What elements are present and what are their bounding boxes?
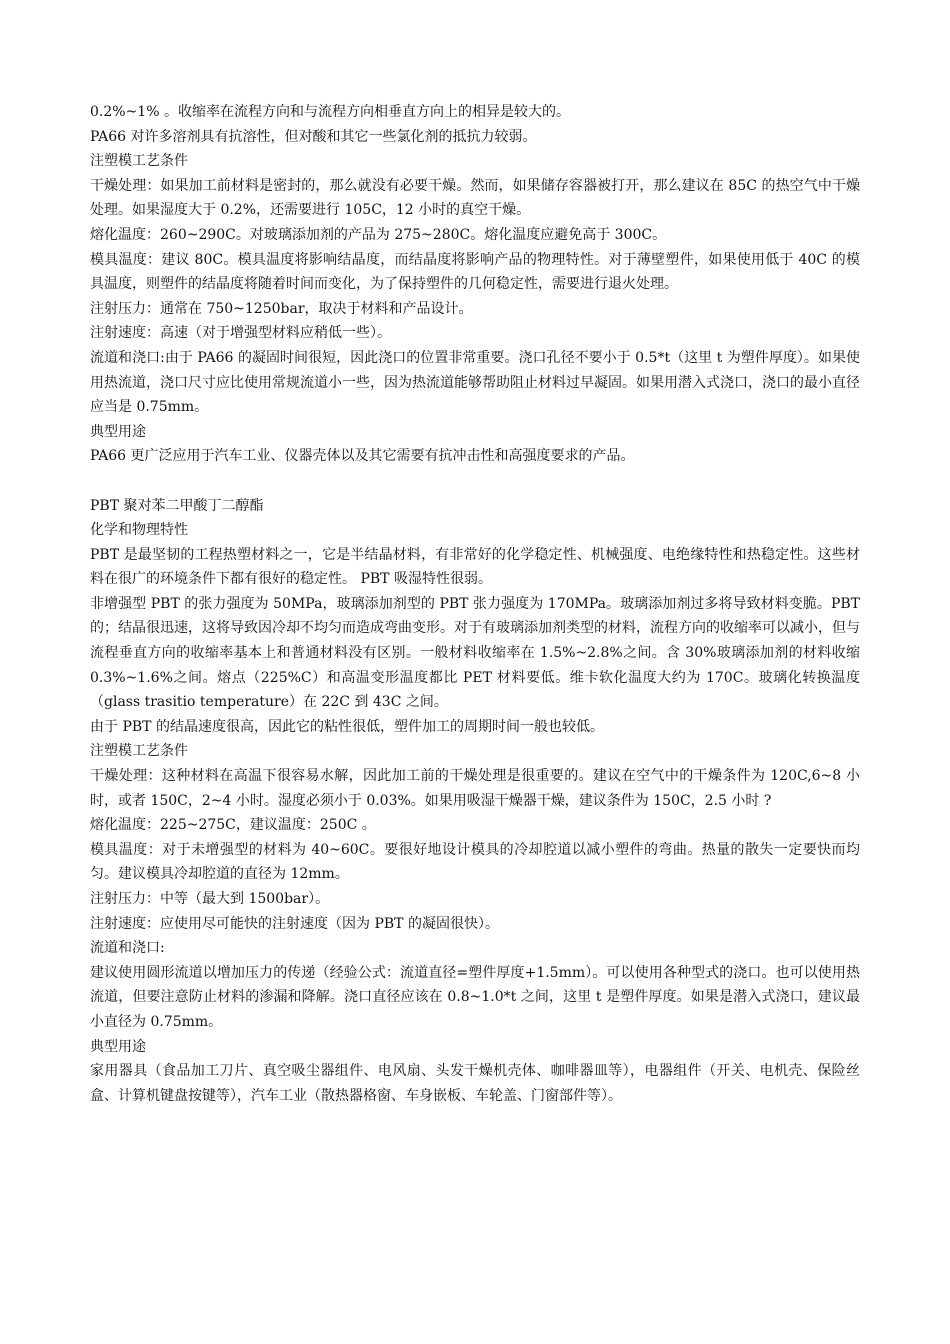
section-heading: 典型用途 <box>90 1038 146 1055</box>
blank-line <box>90 469 860 494</box>
paragraph: 建议使用圆形流道以增加压力的传递（经验公式：流道直径=塑件厚度+1.5mm）。可以使用各种型式的浇口。也可以使用热流道，但要注意防止材料的渗漏和降解。浇口直径应该在 0.8~1.0*t 之间，这里 t 是塑件厚度。如果是潜入式浇口，建议最小直径为 0.75mm。 <box>90 964 860 1030</box>
paragraph: 流道和浇口: <box>90 940 165 957</box>
document-page <box>90 100 860 1108</box>
paragraph: 流道和浇口:由于 PA66 的凝固时间很短，因此浇口的位置非常重要。浇口孔径不要小于 0.5*t（这里 t 为塑件厚度）。如果使用热流道，浇口尺寸应比使用常规流道小一些，因为热流道能够帮助阻止材料过早凝固。如果用潜入式浇口，浇口的最小直径 <box>90 349 860 391</box>
paragraph: 模具温度：建议 80C。模具温度将影响结晶度，而结晶度将影响产品的物理特性。对于薄壁塑件，如果使用低于 40C 的模具温度，则塑件的结晶度将随着时间而变化，为了保持塑件的几何稳定性，需要进行退火处理。 <box>90 251 860 293</box>
section-heading: 注塑模工艺条件 <box>90 743 188 760</box>
paragraph: 干燥处理：这种材料在高温下很容易水解，因此加工前的干燥处理是很重要的。建议在空气中的干燥条件为 120C,6~8 小时，或者 150C，2~4 小时。湿度必须小于 0.03%。如果用吸湿干燥器干燥，建议条件为 150C，2.5 小时 ? <box>90 768 860 809</box>
paragraph: 应当是 0.75mm。 <box>90 399 209 416</box>
paragraph: 非增强型 PBT 的张力强度为 50MPa，玻璃添加剂型的 PBT 张力强度为 170MPa。玻璃添加剂过多将导致材料变脆。PBT 的；结晶很迅速，这将导致因冷却不均匀而造成弯曲变形。对于有玻璃添加剂类型的材料，流程方向的收缩率可以减小，但与流程垂直方向的收缩率基本上和普通材料没有区别。一般材料收缩率在 1.5%~2.8%之间。含 30%玻璃添加剂的材料收缩 0.3%~1.6%之间。熔点（225%C）和高温变形温度都比 PET 材料要低。维卡软化温度大约为 170C。玻璃化转换温度（glass trasitio temperature）在 22C 到 43C 之间。 <box>90 595 860 711</box>
paragraph: 0.2%~1% 。收缩率在流程方向和与流程方向相垂直方向上的相异是较大的。 <box>90 104 570 120</box>
section-heading: 注塑模工艺条件 <box>90 153 188 170</box>
section-heading: 化学和物理特性 <box>90 522 188 539</box>
paragraph: 熔化温度：225~275C，建议温度：250C 。 <box>90 817 376 834</box>
paragraph: 注射速度：高速（对于增强型材料应稍低一些）。 <box>90 325 391 342</box>
paragraph: 由于 PBT 的结晶速度很高，因此它的粘性很低，塑件加工的周期时间一般也较低。 <box>90 718 604 735</box>
paragraph: PA66 更广泛应用于汽车工业、仪器壳体以及其它需要有抗冲击性和高强度要求的产品。 <box>90 448 635 465</box>
paragraph: 熔化温度：260~290C。对玻璃添加剂的产品为 275~280C。熔化温度应避免高于 300C。 <box>90 226 667 243</box>
material-title: PBT 聚对苯二甲酸丁二醇酯 <box>90 497 264 514</box>
paragraph: PBT 是最坚韧的工程热塑材料之一，它是半结晶材料，有非常好的化学稳定性、机械强度、电绝缘特性和热稳定性。这些材料在很广的环境条件下都有很好的稳定性。 PBT 吸湿特性很弱。 <box>90 546 860 588</box>
section-heading: 典型用途 <box>90 423 146 440</box>
paragraph: 干燥处理：如果加工前材料是密封的，那么就没有必要干燥。然而，如果储存容器被打开，那么建议在 85C 的热空气中干燥处理。如果湿度大于 0.2%，还需要进行 105C，12 小时的真空干燥。 <box>90 177 860 219</box>
paragraph: 家用器具（食品加工刀片、真空吸尘器组件、电风扇、头发干燥机壳体、咖啡器皿等），电器组件（开关、电机壳、保险丝盒、计算机键盘按键等），汽车工业（散热器格窗、车身嵌板、车轮盖、门窗部件等）。 <box>90 1063 860 1104</box>
paragraph: PA66 对许多溶剂具有抗溶性，但对酸和其它一些氯化剂的抵抗力较弱。 <box>90 128 537 145</box>
paragraph: 注射压力：中等（最大到 1500bar）。 <box>90 891 330 907</box>
paragraph: 注射速度：应使用尽可能快的注射速度（因为 PBT 的凝固很快）。 <box>90 915 499 932</box>
paragraph: 注射压力：通常在 750~1250bar，取决于材料和产品设计。 <box>90 300 473 317</box>
paragraph: 模具温度：对于未增强型的材料为 40~60C。要很好地设计模具的冷却腔道以减小塑件的弯曲。热量的散失一定要快而均匀。建议模具冷却腔道的直径为 12mm。 <box>90 841 860 883</box>
